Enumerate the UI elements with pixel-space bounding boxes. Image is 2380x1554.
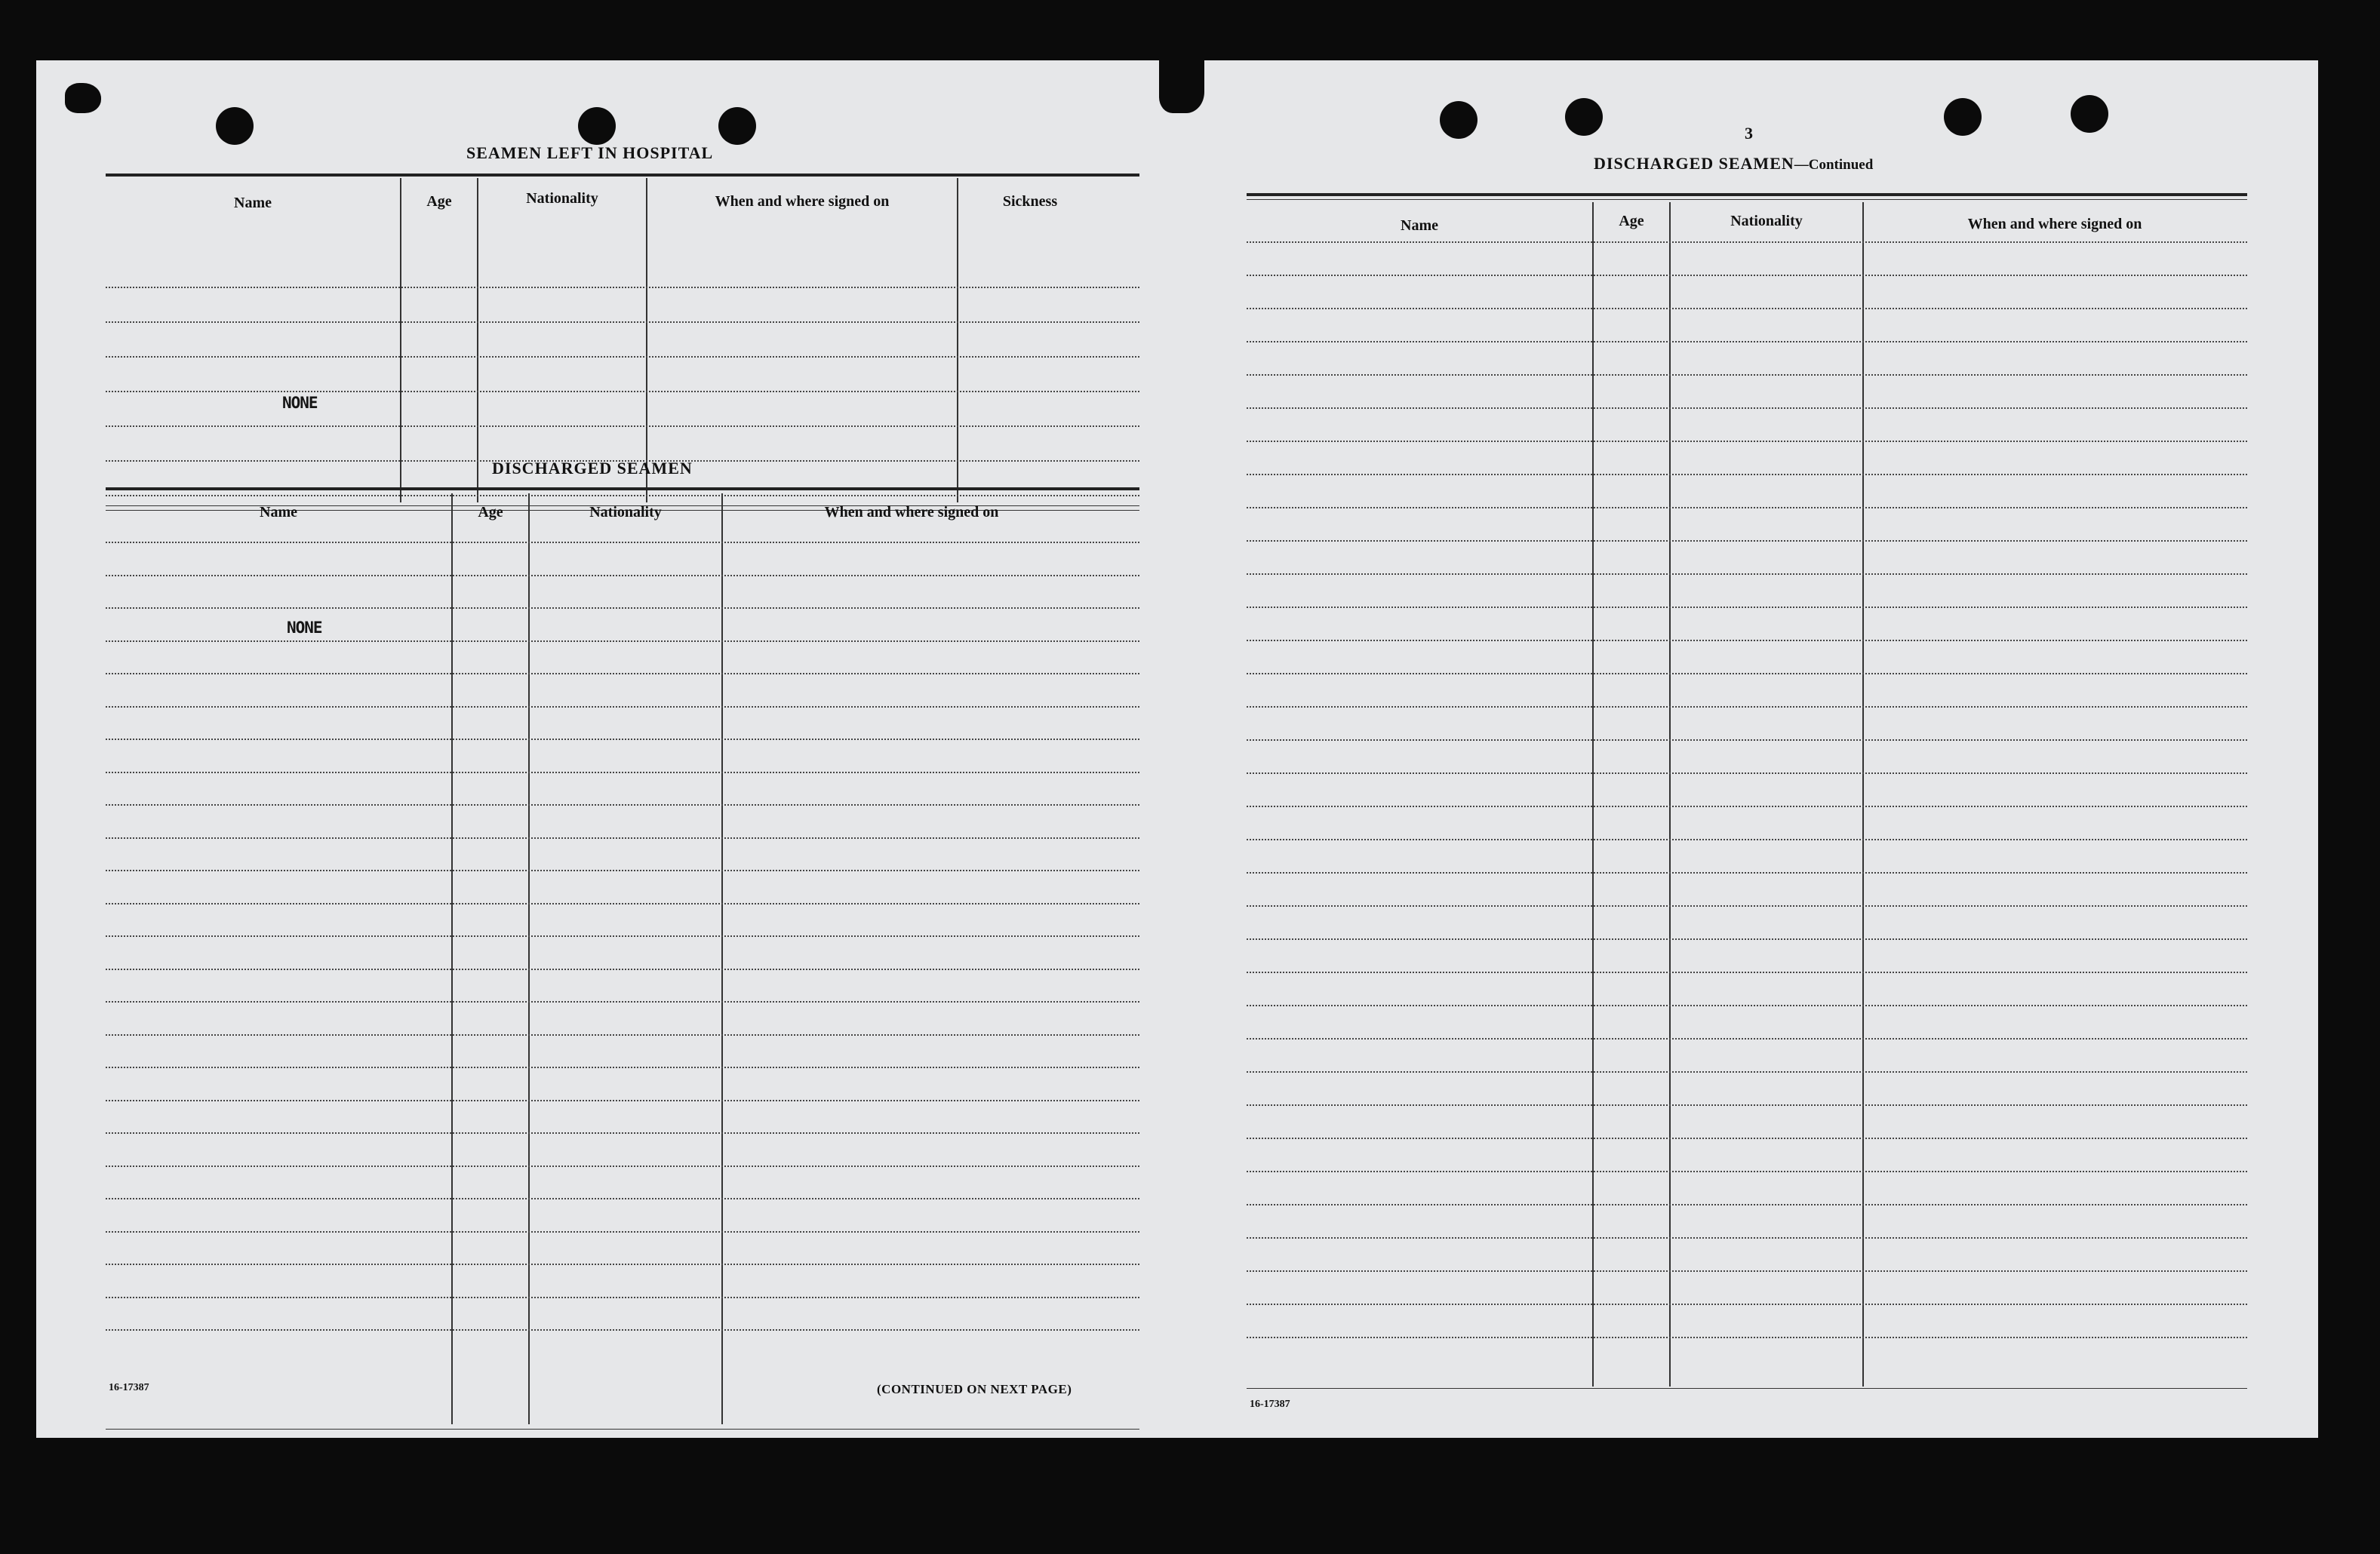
column-header-nationality: Nationality	[526, 190, 598, 207]
column-header-name: Name	[260, 504, 297, 521]
row-line	[1247, 772, 2247, 774]
row-line	[106, 1132, 1139, 1134]
row-line	[106, 607, 1139, 609]
row-line	[1247, 1204, 2247, 1205]
row-line	[106, 903, 1139, 904]
left-page	[36, 60, 1168, 1438]
punch-hole	[216, 107, 254, 145]
row-line	[106, 1034, 1139, 1036]
row-line	[106, 935, 1139, 937]
right-page	[1159, 60, 2318, 1438]
row-line	[106, 1297, 1139, 1298]
column-header-age: Age	[478, 504, 503, 521]
form-number: 16-17387	[109, 1382, 149, 1393]
row-line	[1247, 972, 2247, 973]
row-line	[106, 1067, 1139, 1068]
discharged-continued-table	[1247, 202, 2247, 1387]
row-line	[106, 1198, 1139, 1199]
row-line	[106, 1264, 1139, 1265]
row-line	[106, 391, 1139, 392]
row-line	[106, 1166, 1139, 1167]
divider	[106, 487, 1139, 490]
divider	[106, 174, 1139, 177]
column-divider	[957, 178, 958, 502]
row-line	[1247, 872, 2247, 874]
row-line	[1247, 1104, 2247, 1106]
row-line	[106, 640, 1139, 642]
row-line	[106, 542, 1139, 543]
row-line	[1247, 938, 2247, 940]
row-line	[1247, 573, 2247, 575]
row-line	[1247, 839, 2247, 840]
column-header-name: Name	[1401, 217, 1438, 234]
row-line	[1247, 1304, 2247, 1305]
row-line	[1247, 374, 2247, 376]
row-line	[1247, 474, 2247, 475]
ink-blot	[1159, 60, 1204, 113]
row-line	[106, 673, 1139, 674]
punch-hole	[1440, 101, 1478, 139]
row-line	[106, 969, 1139, 970]
row-line	[1247, 441, 2247, 442]
ink-blot	[65, 83, 101, 113]
row-line	[106, 1329, 1139, 1331]
punch-hole	[2071, 95, 2108, 133]
column-divider	[1592, 202, 1594, 1387]
divider	[1247, 1388, 2247, 1389]
row-line	[1247, 905, 2247, 907]
row-line	[106, 837, 1139, 839]
column-divider	[1669, 202, 1671, 1387]
punch-hole	[1944, 98, 1982, 136]
row-line	[106, 706, 1139, 708]
row-line	[106, 1231, 1139, 1233]
discharged-section-title: DISCHARGED SEAMEN	[492, 459, 693, 478]
row-line	[106, 739, 1139, 740]
row-line	[106, 321, 1139, 323]
row-line	[106, 1001, 1139, 1003]
row-line	[106, 870, 1139, 871]
form-number: 16-17387	[1250, 1399, 1290, 1410]
row-line	[1247, 275, 2247, 276]
continued-note: (CONTINUED ON NEXT PAGE)	[877, 1382, 1072, 1396]
row-line	[106, 425, 1139, 427]
none-stamp: NONE	[287, 619, 322, 637]
row-line	[106, 1100, 1139, 1101]
row-line	[1247, 706, 2247, 708]
column-divider	[646, 178, 647, 502]
row-line	[106, 287, 1139, 288]
column-divider	[1862, 202, 1864, 1387]
row-line	[1247, 1138, 2247, 1139]
row-line	[1247, 1038, 2247, 1040]
column-header-nationality: Nationality	[1730, 213, 1803, 229]
column-divider	[721, 493, 723, 1424]
row-line	[106, 356, 1139, 358]
row-line	[106, 575, 1139, 576]
divider	[1247, 193, 2247, 196]
row-line	[1247, 1071, 2247, 1073]
divider	[106, 1429, 1139, 1430]
column-header-name: Name	[234, 195, 272, 211]
column-header-age: Age	[426, 193, 452, 210]
row-line	[1247, 806, 2247, 807]
row-line	[1247, 241, 2247, 243]
row-line	[1247, 739, 2247, 741]
column-header-signed-on: When and where signed on	[824, 504, 999, 521]
none-stamp: NONE	[282, 394, 318, 412]
column-divider	[477, 178, 478, 502]
column-header-age: Age	[1619, 213, 1644, 229]
column-header-sickness: Sickness	[1002, 193, 1058, 210]
punch-hole	[1565, 98, 1603, 136]
hospital-section-title: SEAMEN LEFT IN HOSPITAL	[466, 143, 714, 162]
row-line	[1247, 308, 2247, 309]
row-line	[106, 804, 1139, 806]
row-line	[1247, 607, 2247, 608]
row-line	[1247, 507, 2247, 508]
punch-hole	[718, 107, 756, 145]
row-line	[1247, 1237, 2247, 1239]
page-number: 3	[1745, 124, 1753, 143]
divider	[1247, 199, 2247, 200]
title-text: DISCHARGED SEAMEN	[1594, 154, 1794, 173]
row-line	[1247, 1171, 2247, 1172]
column-header-signed-on: When and where signed on	[1967, 216, 2142, 232]
row-line	[1247, 407, 2247, 409]
row-line	[1247, 673, 2247, 674]
row-line	[1247, 1337, 2247, 1338]
row-line	[1247, 540, 2247, 542]
column-divider	[528, 493, 530, 1424]
row-line	[1247, 640, 2247, 641]
row-line	[106, 772, 1139, 773]
column-header-signed-on: When and where signed on	[715, 193, 890, 210]
column-divider	[451, 493, 453, 1424]
row-line	[1247, 1005, 2247, 1006]
discharged-continued-title	[1594, 154, 1873, 174]
title-suffix: —Continued	[1794, 157, 1874, 173]
column-header-nationality: Nationality	[589, 504, 662, 521]
punch-hole	[578, 107, 616, 145]
hospital-table	[106, 178, 1139, 502]
row-line	[1247, 341, 2247, 342]
row-line	[1247, 1270, 2247, 1272]
discharged-table	[106, 493, 1139, 1424]
column-divider	[400, 178, 401, 502]
